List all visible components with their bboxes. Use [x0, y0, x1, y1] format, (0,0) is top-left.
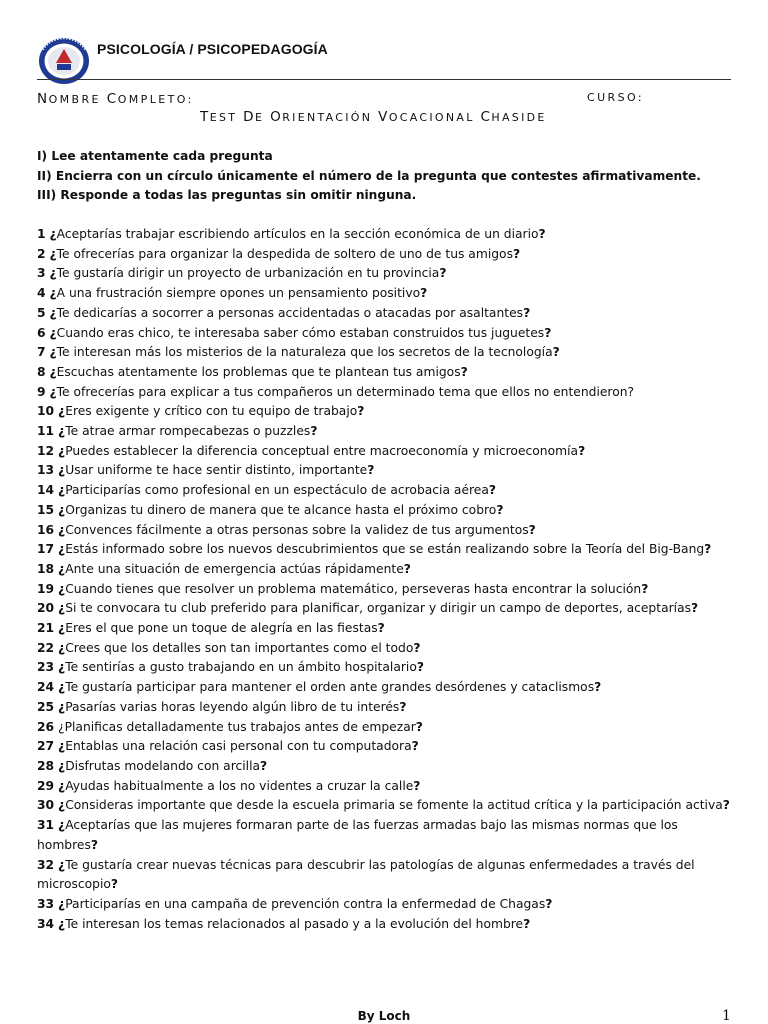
question-close-mark: ? [420, 286, 428, 301]
question-number[interactable]: 20 [37, 601, 55, 616]
question-item[interactable] [37, 718, 737, 738]
question-text: Te atrae armar rompecabezas o puzzles [65, 424, 311, 439]
question-item[interactable] [37, 304, 737, 324]
question-text: Te ofrecerías para explicar a tus compañeros un determinado tema que ellos no entendieron [56, 384, 628, 399]
question-open-mark: ¿ [58, 561, 66, 576]
question-close-mark: ? [496, 502, 504, 517]
question-item[interactable] [37, 402, 737, 422]
question-close-mark: ? [413, 640, 421, 655]
question-open-mark: ¿ [58, 778, 66, 793]
question-item[interactable] [37, 757, 737, 777]
question-number[interactable]: 22 [37, 640, 55, 655]
question-close-mark: ? [722, 798, 730, 813]
question-item[interactable] [37, 383, 737, 403]
question-open-mark: ¿ [49, 345, 57, 360]
question-close-mark: ? [367, 463, 375, 478]
question-close-mark: ? [399, 699, 407, 714]
question-close-mark: ? [415, 719, 423, 734]
question-close-mark: ? [578, 443, 586, 458]
question-item[interactable] [37, 481, 737, 501]
question-open-mark: ¿ [58, 424, 66, 439]
question-number[interactable]: 9 [37, 384, 46, 399]
question-number[interactable]: 10 [37, 404, 55, 419]
question-text: A una frustración siempre opones un pensamiento positivo [56, 286, 421, 301]
question-text: Ayudas habitualmente a los no videntes a cruzar la calle [65, 778, 414, 793]
question-close-mark: ? [594, 680, 602, 695]
question-number[interactable]: 8 [37, 364, 46, 379]
question-open-mark: ¿ [58, 857, 66, 872]
question-text: Eres exigente y crítico con tu equipo de trabajo [65, 404, 358, 419]
department-title: PSICOLOGÍA / PSICOPEDAGOGÍA [97, 41, 328, 57]
question-text: Planificas detalladamente tus trabajos antes de empezar [64, 719, 416, 734]
page-number: 1 [722, 1008, 731, 1024]
question-text: Te ofrecerías para organizar la despedida de soltero de uno de tus amigos [56, 246, 513, 261]
question-number[interactable]: 11 [37, 424, 55, 439]
question-text: Te gustaría crear nuevas técnicas para descubrir las patologías de algunas enfermedades a través del microscopio [37, 857, 695, 892]
question-number[interactable]: 3 [37, 266, 46, 281]
question-item[interactable] [37, 698, 737, 718]
question-item[interactable] [37, 816, 737, 855]
footer-author: By Loch [357, 1009, 411, 1023]
question-item[interactable] [37, 225, 737, 245]
question-open-mark: ¿ [58, 739, 66, 754]
question-text: Ante una situación de emergencia actúas rápidamente [65, 561, 404, 576]
question-open-mark: ¿ [58, 680, 66, 695]
question-item[interactable] [37, 619, 737, 639]
question-text: Escuchas atentamente los problemas que te plantean tus amigos [56, 364, 461, 379]
full-name-label: NOMBRE COMPLETO: [37, 91, 194, 107]
question-number[interactable]: 18 [37, 561, 55, 576]
question-item[interactable] [37, 284, 737, 304]
question-close-mark: ? [460, 364, 468, 379]
question-open-mark: ¿ [58, 916, 66, 931]
question-number[interactable]: 25 [37, 699, 55, 714]
question-item[interactable] [37, 442, 737, 462]
question-text: Cuando eras chico, te interesaba saber cómo estaban construidos tus juguetes [56, 325, 545, 340]
instructions-block [37, 147, 737, 206]
question-open-mark: ¿ [58, 621, 66, 636]
question-close-mark: ? [377, 621, 385, 636]
question-item[interactable] [37, 264, 737, 284]
question-text: Disfrutas modelando con arcilla [65, 758, 261, 773]
question-number[interactable]: 2 [37, 246, 46, 261]
question-text: Cuando tienes que resolver un problema matemático, perseveras hasta encontrar la solución [65, 581, 642, 596]
question-open-mark: ¿ [58, 758, 66, 773]
question-item[interactable] [37, 639, 737, 659]
question-number[interactable]: 7 [37, 345, 46, 360]
question-number[interactable]: 16 [37, 522, 55, 537]
question-close-mark: ? [528, 522, 536, 537]
question-number[interactable]: 23 [37, 660, 55, 675]
question-close-mark: ? [411, 739, 419, 754]
question-text: Convences fácilmente a otras personas sobre la validez de tus argumentos [65, 522, 529, 537]
question-open-mark: ¿ [49, 286, 57, 301]
question-open-mark: ¿ [58, 798, 66, 813]
question-close-mark: ? [523, 305, 531, 320]
crest-base-icon [57, 64, 71, 70]
question-close-mark: ? [552, 345, 560, 360]
question-text: Usar uniforme te hace sentir distinto, importante [65, 463, 368, 478]
question-number[interactable]: 1 [37, 227, 46, 241]
question-number[interactable]: 5 [37, 305, 46, 320]
question-item[interactable] [37, 461, 737, 481]
question-text: Consideras importante que desde la escuela primaria se fomente la actitud crítica y la participación activa [65, 798, 723, 813]
question-number[interactable]: 29 [37, 778, 55, 793]
question-number[interactable]: 6 [37, 325, 46, 340]
question-close-mark: ? [488, 483, 497, 498]
question-item[interactable] [37, 777, 737, 797]
question-text: Organizas tu dinero de manera que te alcance hasta el próximo cobro [65, 502, 497, 517]
question-close-mark: ? [545, 896, 553, 911]
question-number[interactable]: 24 [37, 680, 55, 695]
question-open-mark: ¿ [58, 483, 66, 498]
question-number[interactable]: 13 [37, 463, 55, 478]
question-close-mark: ? [416, 660, 424, 675]
question-number[interactable]: 27 [37, 739, 55, 754]
question-close-mark: ? [439, 266, 447, 281]
question-open-mark: ¿ [58, 443, 66, 458]
question-open-mark: ¿ [49, 384, 57, 399]
question-item[interactable] [37, 658, 737, 678]
question-open-mark: ¿ [58, 640, 66, 655]
question-close-mark: ? [310, 424, 318, 439]
instruction-2: II) Encierra con un círculo únicamente el número de la pregunta que contestes afirmativamente. [37, 168, 701, 183]
question-text: Participarías como profesional en un espectáculo de acrobacia aérea [65, 483, 489, 498]
question-item[interactable] [37, 422, 737, 442]
question-open-mark: ¿ [58, 660, 66, 675]
question-number[interactable]: 33 [37, 896, 55, 911]
question-close-mark: ? [357, 404, 365, 419]
test-title: TEST DE ORIENTACIÓN VOCACIONAL CHASIDE [200, 109, 547, 125]
question-open-mark: ¿ [49, 325, 57, 340]
question-number[interactable]: 28 [37, 758, 55, 773]
question-close-mark: ? [641, 581, 649, 596]
question-number[interactable]: 12 [37, 443, 55, 458]
question-text: Aceptarías trabajar escribiendo artículos en la sección económica de un diario [56, 227, 539, 241]
course-label: CURSO: [587, 91, 644, 104]
question-item[interactable] [37, 915, 737, 935]
question-open-mark: ¿ [58, 404, 66, 419]
question-item[interactable] [37, 501, 737, 521]
question-close-mark: ? [260, 758, 268, 773]
question-item[interactable] [37, 363, 737, 383]
question-text: Aceptarías que las mujeres formaran parte de las fuerzas armadas bajo las mismas normas que los hombres [37, 818, 678, 852]
question-open-mark: ¿ [58, 896, 66, 911]
question-item[interactable] [37, 678, 737, 698]
question-item[interactable] [37, 895, 737, 915]
question-item[interactable] [37, 324, 737, 344]
question-text: Crees que los detalles son tan importantes como el todo [65, 640, 414, 655]
question-close-mark: ? [403, 561, 411, 576]
instruction-1: I) Lee atentamente cada pregunta [37, 149, 273, 163]
question-item[interactable] [37, 856, 737, 895]
question-text: Te interesan los temas relacionados al pasado y a la evolución del hombre [65, 916, 524, 931]
question-text: Te sentirías a gusto trabajando en un ámbito hospitalario [65, 660, 417, 675]
question-open-mark: ¿ [58, 699, 66, 714]
question-text: Te gustaría participar para mantener el orden ante grandes desórdenes y cataclismos [65, 680, 595, 695]
question-close-mark: ? [413, 778, 421, 793]
question-number[interactable]: 15 [37, 502, 55, 517]
question-open-mark: ¿ [49, 266, 57, 281]
question-list [37, 225, 737, 934]
question-number[interactable]: 26 [37, 719, 55, 734]
question-open-mark: ¿ [58, 719, 65, 734]
question-text: Eres el que pone un toque de alegría en las fiestas [65, 621, 378, 636]
question-open-mark: ¿ [49, 364, 57, 379]
question-close-mark: ? [627, 384, 635, 399]
question-number[interactable]: 34 [37, 916, 55, 931]
question-close-mark: ? [523, 916, 531, 931]
question-text: Puedes establecer la diferencia conceptual entre macroeconomía y microeconomía [65, 443, 579, 458]
question-open-mark: ¿ [58, 542, 66, 557]
question-number[interactable]: 31 [37, 818, 55, 833]
question-number[interactable]: 14 [37, 483, 55, 498]
question-item[interactable] [37, 521, 737, 541]
question-close-mark: ? [544, 325, 552, 340]
question-item[interactable] [37, 245, 737, 265]
question-number[interactable]: 4 [37, 286, 46, 301]
question-item[interactable] [37, 796, 737, 816]
question-open-mark: ¿ [58, 601, 66, 616]
question-close-mark: ? [512, 246, 521, 261]
header-divider [37, 79, 731, 80]
question-text: Te dedicarías a socorrer a personas accidentadas o atacadas por asaltantes [56, 305, 524, 320]
question-text: Entablas una relación casi personal con tu computadora [65, 739, 412, 754]
question-number[interactable]: 32 [37, 857, 55, 872]
question-open-mark: ¿ [58, 502, 66, 517]
question-open-mark: ¿ [49, 305, 57, 320]
question-text: Si te convocara tu club preferido para planificar, organizar y dirigir un campo de deportes, aceptarías [65, 601, 692, 616]
question-text: Estás informado sobre los nuevos descubrimientos que se están realizando sobre la Teoría del Big-Bang [65, 542, 705, 557]
question-item[interactable] [37, 580, 737, 600]
question-open-mark: ¿ [49, 227, 57, 241]
question-number[interactable]: 19 [37, 581, 55, 596]
question-text: Te interesan más los misterios de la naturaleza que los secretos de la tecnología [56, 345, 553, 360]
question-close-mark: ? [704, 542, 712, 557]
question-item[interactable] [37, 343, 737, 363]
question-text: Pasarías varias horas leyendo algún libro de tu interés [65, 699, 400, 714]
question-number[interactable]: 30 [37, 798, 55, 813]
question-item[interactable] [37, 599, 737, 619]
question-text: Participarías en una campaña de prevención contra la enfermedad de Chagas [65, 896, 546, 911]
question-number[interactable]: 17 [37, 542, 55, 557]
question-close-mark: ? [691, 601, 699, 616]
question-item[interactable] [37, 560, 737, 580]
question-open-mark: ¿ [58, 522, 66, 537]
question-number[interactable]: 21 [37, 621, 55, 636]
instruction-3: III) Responde a todas las preguntas sin omitir ninguna. [37, 188, 417, 202]
question-text: Te gustaría dirigir un proyecto de urbanización en tu provincia [56, 266, 440, 281]
question-open-mark: ¿ [58, 463, 66, 478]
question-open-mark: ¿ [49, 246, 57, 261]
question-open-mark: ¿ [58, 818, 66, 833]
question-item[interactable] [37, 737, 737, 757]
question-close-mark: ? [538, 227, 546, 241]
question-open-mark: ¿ [58, 581, 66, 596]
question-close-mark: ? [90, 837, 98, 852]
question-item[interactable] [37, 540, 737, 560]
question-close-mark: ? [110, 877, 119, 892]
